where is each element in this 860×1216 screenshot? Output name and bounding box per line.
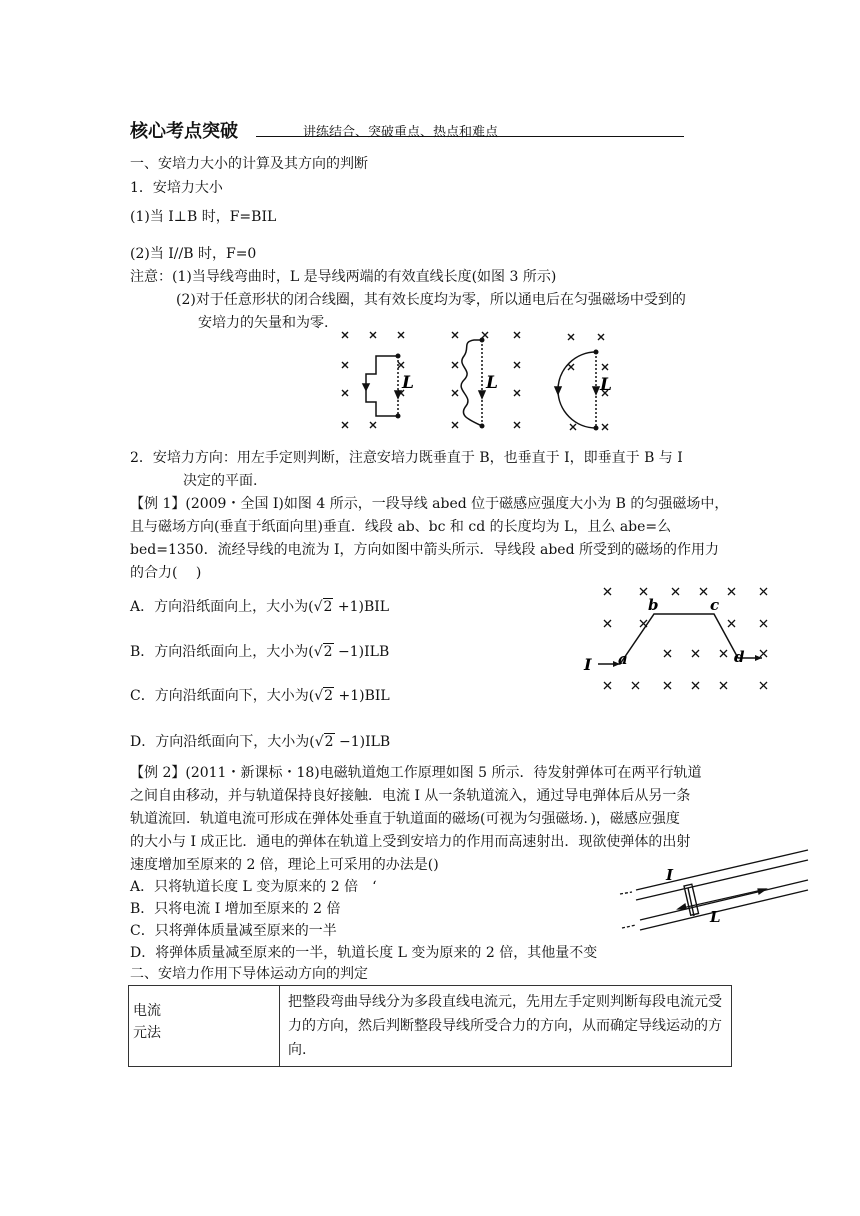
table-cell-label: 电流 元法 [129,986,280,1067]
section1-case2: (2)当 I//B 时，F=0 [130,246,257,262]
example1-option-b: B．方向沿纸面向上，大小为(√2 −1)ILB [130,644,390,660]
fig4-label-d: d [734,648,745,666]
figure-3 [330,328,620,438]
method-table [128,985,732,1067]
example2-line2: 之间自由移动，并与轨道保持良好接触．电流 I 从一条轨道流入，通过导电弹体后从另一条 [130,788,691,804]
example2-line3: 轨道流回．轨道电流可形成在弹体处垂直于轨道面的磁场(可视为匀强磁场．)，磁感应强度 [130,811,680,827]
example1-option-a: A．方向沿纸面向上，大小为(√2 +1)BIL [130,599,390,615]
fig3-wire-3 [555,352,599,428]
table-row [129,986,732,1067]
example1-option-c: C．方向沿纸面向下，大小为(√2 +1)BIL [130,688,390,704]
fig3-label-L2: L [486,373,498,393]
section1-case1: (1)当 I⊥B 时，F=BIL [130,209,277,225]
example2-option-b: B．只将电流 I 增加至原来的 2 倍 [130,901,341,917]
fig5-label-L: L [710,908,721,926]
title-underline [256,136,684,137]
page-subtitle: 讲练结合、突破重点、热点和难点 [303,125,499,140]
fig3-label-L3: L [600,375,612,395]
fig3-wire-2 [461,340,485,426]
fig4-label-I: I [584,655,592,674]
fig4-field-crosses [604,588,767,689]
figure-4 [580,582,780,700]
example2-option-a: A．只将轨道长度 L 变为原来的 2 倍 ‘ [130,879,377,895]
example1-line4: 的合力( ) [130,565,202,581]
section2-heading: 二、安培力作用下导体运动方向的判定 [130,966,368,982]
fig4-label-b: b [648,596,659,614]
fig5-length-arrow [678,889,766,909]
example2-line5: 速度增加至原来的 2 倍，理论上可采用的办法是() [130,857,439,873]
example1-line1: 【例 1】(2009・全国 I)如图 4 所示，一段导线 abed 位于磁感应强度大小为 B 的匀强磁场中， [130,496,729,512]
fig3-wire-1 [363,356,401,416]
section1-heading: 一、安培力大小的计算及其方向的判断 [130,156,368,172]
section1-note1: 注意：(1)当导线弯曲时，L 是导线两端的有效直线长度(如图 3 所示) [130,269,557,285]
section1-sub1: 1．安培力大小 [130,180,223,196]
fig5-label-I: I [666,866,674,884]
example1-line2: 且与磁场方向(垂直于纸面向里)垂直．线段 ab、bc 和 cd 的长度均为 L，且么 abe=么 [130,519,672,535]
figure-5 [618,848,810,940]
page-title: 核心考点突破 [130,121,238,142]
section1-sub2a: 2．安培力方向：用左手定则判断，注意安培力既垂直于 B，也垂直于 I，即垂直于 B 与 I [130,450,683,466]
example1-option-d: D．方向沿纸面向下，大小为(√2 −1)ILB [130,734,391,750]
table-cell-content: 把整段弯曲导线分为多段直线电流元，先用左手定则判断每段电流元受力的方向，然后判断整段导线所受合力的方向，从而确定导线运动的方向. [280,986,732,1067]
section1-sub2b: 决定的平面. [183,473,258,489]
section1-note2b: 安培力的矢量和为零. [198,315,329,331]
fig4-label-a: a [618,650,628,668]
example1-line3: bed=1350．流经导线的电流为 I，方向如图中箭头所示．导线段 abed 所受到的磁场的作用力 [130,542,720,558]
section1-note2a: (2)对于任意形状的闭合线圈，其有效长度均为零，所以通电后在匀强磁场中受到的 [176,292,686,308]
example2-line4: 的大小与 I 成正比．通电的弹体在轨道上受到安培力的作用而高速射出．现欲使弹体的出射 [130,834,691,850]
example2-option-d: D．将弹体质量减至原来的一半，轨道长度 L 变为原来的 2 倍，其他量不变 [130,945,598,961]
example2-line1: 【例 2】(2011・新课标・18)电磁轨道炮工作原理如图 5 所示．待发射弹体可在两平行轨道 [130,765,702,781]
fig4-label-c: c [710,596,720,614]
fig3-label-L1: L [402,373,414,393]
example2-option-c: C．只将弹体质量减至原来的一半 [130,923,337,939]
